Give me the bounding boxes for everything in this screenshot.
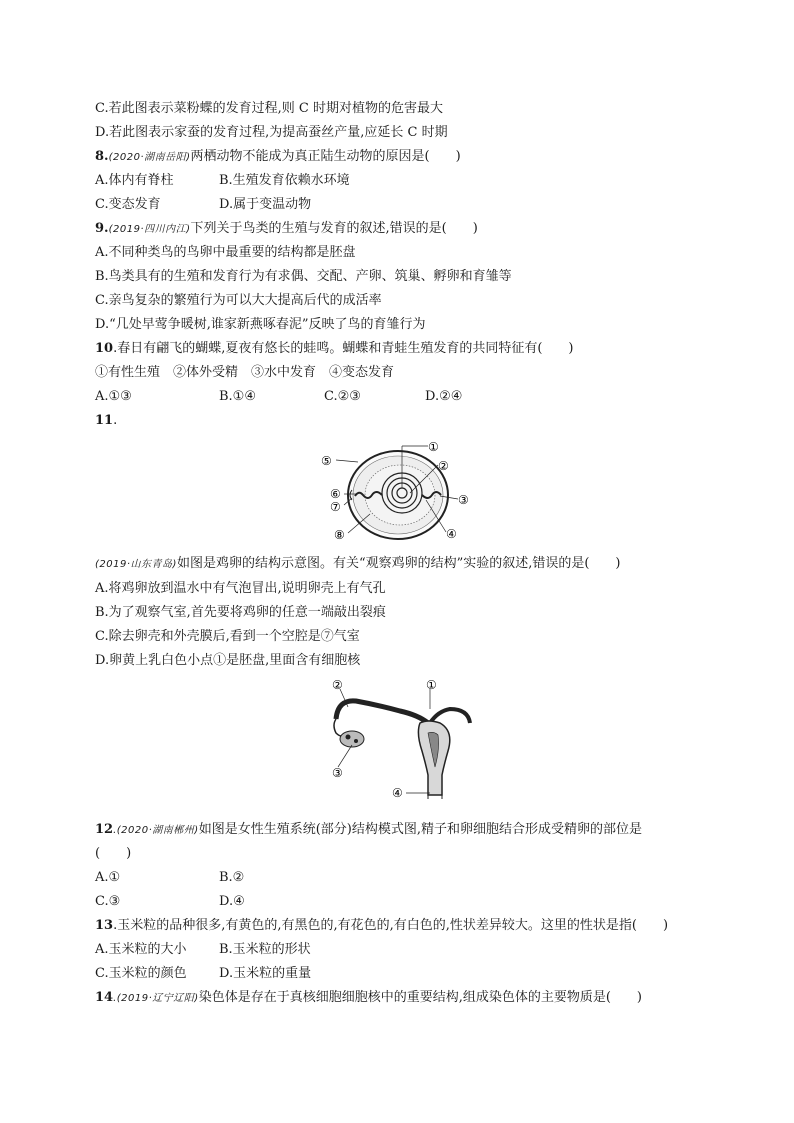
repro-label-3: ③ (332, 766, 343, 780)
q12-paren: ( ) (95, 846, 132, 861)
q9-option-b: B.鸟类具有的生殖和发育行为有求偶、交配、产卵、筑巢、孵卵和育雏等 (95, 269, 512, 284)
q13-option-c: C.玉米粒的颜色 (95, 966, 187, 981)
q7-option-c: C.若此图表示菜粉蝶的发育过程,则 C 时期对植物的危害最大 (95, 101, 443, 116)
q12-option-c: C.③ (95, 894, 121, 909)
q9-stem: 9.(2019·四川内江)下列关于鸟类的生殖与发育的叙述,错误的是( ) (95, 221, 478, 236)
egg-label-6: ⑥ (330, 487, 341, 501)
repro-label-2: ② (332, 679, 343, 692)
q8-option-a: A.体内有脊柱 (95, 173, 174, 188)
egg-label-4: ④ (446, 527, 457, 541)
q13-stem (95, 918, 668, 934)
q8-options-row2 (95, 197, 695, 213)
ovary-follicle-2 (354, 739, 358, 743)
q10-option-b: B.①④ (219, 389, 256, 404)
q12-source: .(2020·湖南郴州) (113, 825, 199, 836)
q8-option-b: B.生殖发育依赖水环境 (219, 173, 350, 188)
q8-options-row1 (95, 173, 695, 189)
q9-option-c: C.亲鸟复杂的繁殖行为可以大大提高后代的成活率 (95, 293, 382, 308)
egg-structure-diagram (318, 438, 488, 548)
egg-leader-5 (336, 460, 358, 462)
q10-option-d: D.②④ (425, 389, 463, 404)
q11-option-b: B.为了观察气室,首先要将鸡卵的任意一端敲出裂痕 (95, 605, 386, 620)
q9-option-d: D.“几处早莺争暖树,谁家新燕啄春泥”反映了鸟的育雏行为 (95, 317, 426, 332)
egg-label-2: ② (438, 459, 449, 473)
q11-option-a: A.将鸡卵放到温水中有气泡冒出,说明卵壳上有气孔 (95, 581, 386, 596)
q9-number: 9 (95, 221, 105, 236)
ovary-follicle-1 (346, 735, 351, 740)
q12-question: 如图是女性生殖系统(部分)结构模式图,精子和卵细胞结合形成受精卵的部位是 (198, 822, 642, 837)
q12-options-row1 (95, 870, 695, 886)
q14-question: 染色体是存在于真核细胞细胞核中的重要结构,组成染色体的主要物质是( ) (198, 990, 642, 1005)
q8-option-d: D.属于变温动物 (219, 197, 312, 212)
q14-number: 14 (95, 990, 114, 1005)
oviduct-left (336, 701, 428, 723)
q13-number: 13 (95, 918, 114, 933)
egg-label-3: ③ (458, 493, 469, 507)
q13-option-b: B.玉米粒的形状 (219, 942, 311, 957)
q8-question: 两栖动物不能成为真正陆生动物的原因是( ) (190, 149, 461, 164)
q10-options (95, 389, 695, 405)
q11-option-d: D.卵黄上乳白色小点①是胚盘,里面含有细胞核 (95, 653, 361, 668)
q9-option-a: A.不同种类鸟的鸟卵中最重要的结构都是胚盘 (95, 245, 356, 260)
female-reproductive-diagram (328, 679, 478, 801)
q11-question: 如图是鸡卵的结构示意图。有关“观察鸡卵的结构”实验的叙述,错误的是( ) (176, 556, 621, 571)
q10-items: ①有性生殖 ②体外受精 ③水中发育 ④变态发育 (95, 365, 395, 380)
q13-option-d: D.玉米粒的重量 (219, 966, 312, 981)
q11-number-line: 11. (95, 413, 118, 428)
egg-label-7: ⑦ (330, 500, 341, 514)
q11-source: (2019·山东青岛) (95, 559, 177, 570)
q10-option-a: A.①③ (95, 389, 132, 404)
oviduct-right (430, 709, 470, 723)
egg-albumen (365, 465, 435, 525)
q8-stem: 8.(2020·湖南岳阳)两栖动物不能成为真正陆生动物的原因是( ) (95, 149, 461, 164)
egg-label-1: ① (428, 440, 439, 454)
q8-number: 8 (95, 149, 105, 164)
q9-source: (2019·四川内江) (108, 224, 191, 235)
egg-label-5: ⑤ (321, 454, 332, 468)
q14-source: .(2019·辽宁辽阳) (113, 993, 199, 1004)
q10-option-c: C.②③ (324, 389, 361, 404)
q10-stem (95, 341, 574, 357)
q9-question: 下列关于鸟类的生殖与发育的叙述,错误的是( ) (190, 221, 478, 236)
q7-option-d: D.若此图表示家蚕的发育过程,为提高蚕丝产量,应延长 C 时期 (95, 125, 448, 140)
q10-question: .春日有翩飞的蝴蝶,夏夜有悠长的蛙鸣。蝴蝶和青蛙生殖发育的共同特征有( ) (113, 341, 574, 356)
q11-stem (95, 556, 621, 573)
q12-option-a: A.① (95, 870, 121, 885)
q13-option-a: A.玉米粒的大小 (95, 942, 187, 957)
egg-label-8: ⑧ (334, 528, 345, 542)
q8-option-c: C.变态发育 (95, 197, 161, 212)
q8-source: (2020·湖南岳阳) (108, 152, 191, 163)
q12-options-row2 (95, 894, 695, 910)
q13-options-row2 (95, 966, 695, 982)
repro-leader-3 (338, 745, 352, 767)
ovary (340, 731, 364, 747)
q12-number: 12 (95, 822, 114, 837)
q10-number: 10 (95, 341, 114, 356)
repro-label-1: ① (426, 679, 437, 692)
q12-option-d: D.④ (219, 894, 245, 909)
q14-stem (95, 990, 642, 1007)
q11-option-c: C.除去卵壳和外壳膜后,看到一个空腔是⑦气室 (95, 629, 360, 644)
q13-question: .玉米粒的品种很多,有黄色的,有黑色的,有花色的,有白色的,性状差异较大。这里的性状是指( ) (113, 918, 669, 933)
repro-label-4: ④ (392, 786, 403, 800)
q12-stem (95, 822, 642, 839)
q11-number: 11 (95, 413, 114, 428)
q13-options-row1 (95, 942, 695, 958)
q12-option-b: B.② (219, 870, 245, 885)
